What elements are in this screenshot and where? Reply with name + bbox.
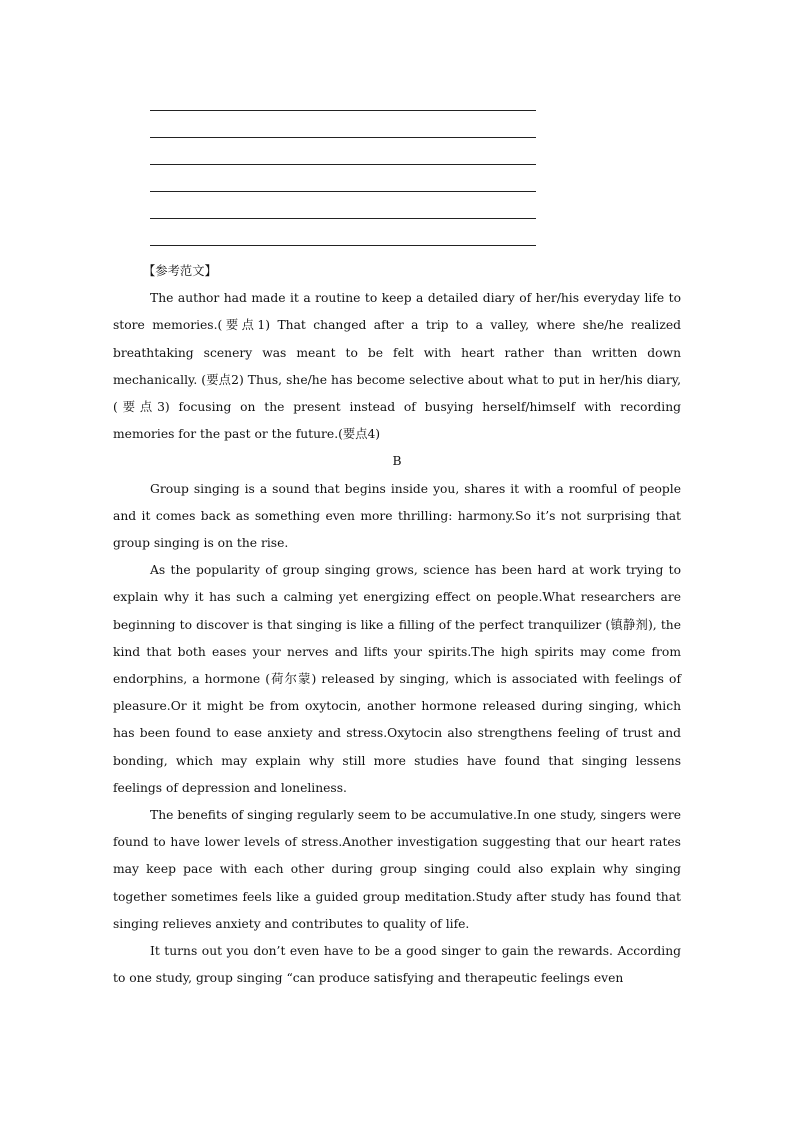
answer-lines bbox=[150, 110, 536, 272]
answer-line bbox=[150, 164, 536, 165]
answer-line bbox=[150, 218, 536, 219]
passage-paragraph-2: As the popularity of group singing grows, science has been hard at work trying to explain why it has such a calming yet energizing effect on people.What researchers are beginning to discover is that singing is like a filling of the perfect tranquilizer (镇静剂), the kind that both eases your nerves and lifts your spirits.The high spirits may come from endorphins, a hormone (荷尔蒙) released by singing, which is associated with feelings of pleasure.Or it might be from oxytocin, another hormone released during singing, which has been found to ease anxiety and stress.Oxytocin also strengthens feeling of trust and bonding, which may explain why still more studies have found that singing lessens feelings of depression and loneliness. bbox=[113, 563, 681, 795]
answer-line bbox=[150, 110, 536, 111]
answer-line bbox=[150, 245, 536, 246]
passage-paragraph-1: Group singing is a sound that begins inside you, shares it with a roomful of people and it comes back as something even more thrilling: harmony.So it’s not surprising that group singing is on the rise. bbox=[113, 481, 681, 551]
answer-line bbox=[150, 137, 536, 138]
passage-paragraph-4: It turns out you don’t even have to be a good singer to gain the rewards. According to one study, group singing “can produce satisfying and therapeutic feelings even bbox=[113, 944, 681, 986]
passage-paragraph-3: The benefits of singing regularly seem to be accumulative.In one study, singers were found to have lower levels of stress.Another investigation suggesting that our heart rates may keep pace with each other during group singing could also explain why singing together sometimes feels like a guided group meditation.Study after study has found that singing relieves anxiety and contributes to quality of life. bbox=[113, 808, 681, 931]
section-label: B bbox=[392, 454, 402, 469]
sample-essay-heading: 【参考范文】 bbox=[143, 264, 217, 278]
sample-essay-paragraph: The author had made it a routine to keep a detailed diary of her/his everyday life to store memories.(要点1) That changed after a trip to a valley, where she/he realized breathtaking scenery was meant to be felt with heart rather than written down mechanically. (要点2) Thus, she/he has become selective about what to put in her/his diary, (要点3) focusing on the present instead of busying herself/himself with recording memories for the past or the future.(要点4) bbox=[113, 291, 681, 442]
document-body bbox=[113, 258, 681, 992]
answer-line bbox=[150, 191, 536, 192]
